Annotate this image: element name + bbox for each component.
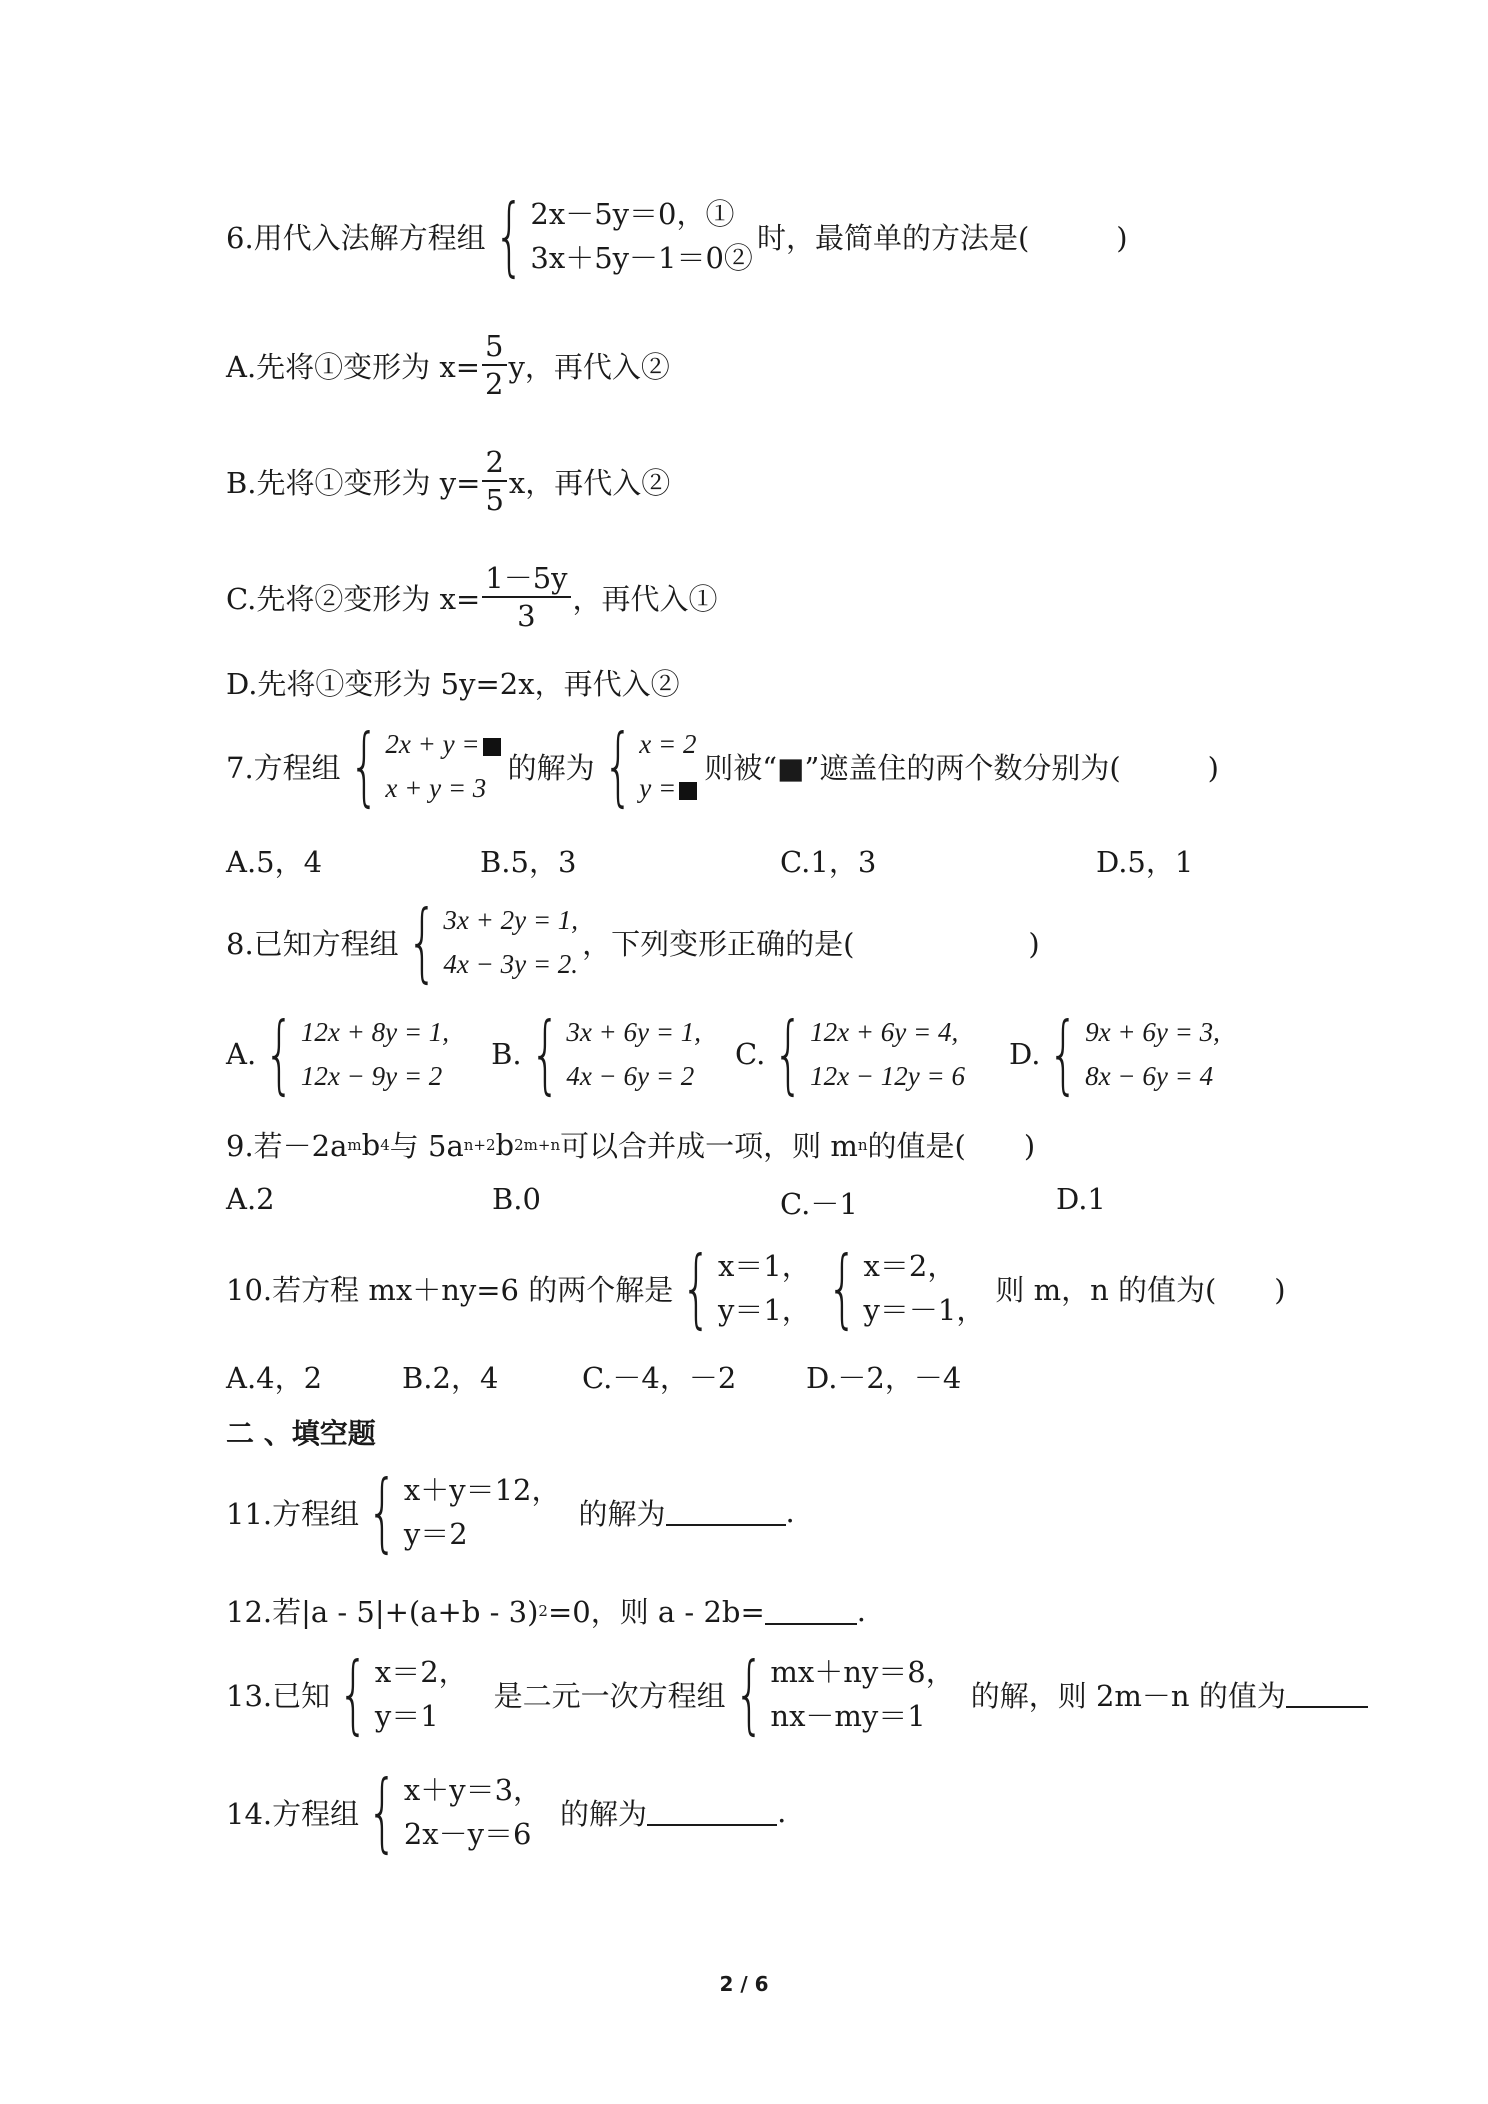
q6-suffix: 时，最简单的方法是( ) bbox=[756, 220, 1128, 255]
answer-blank[interactable] bbox=[765, 1597, 857, 1625]
question-8: 8.已知方程组 { 3x + 2y = 1, 4x − 3y = 2. ，下列变形正确的是( ) bbox=[226, 891, 1040, 992]
answer-blank[interactable] bbox=[666, 1498, 786, 1526]
q6-system: { 2x－5y＝0，① 3x＋5y－1＝0② bbox=[493, 185, 753, 286]
page-number: 2 / 6 bbox=[719, 1972, 769, 1996]
q6-eq1: 2x－5y＝0，① bbox=[530, 197, 735, 231]
q6-option-b: B.先将①变形为 y= $\frac{2}{5}$ x，再代入② bbox=[226, 445, 671, 517]
q6-option-c: C.先将②变形为 x= $\frac{1-5y}{3}$ ，再代入① bbox=[226, 561, 718, 633]
question-14: 14.方程组 { x＋y＝3， 2x－y＝6 的解为 . bbox=[226, 1761, 787, 1862]
question-13: 13.已知 { x＝2， y＝1 是二元一次方程组 { mx＋ny＝8， nx－my＝1 的解，则 2m－n 的值为 bbox=[226, 1650, 1368, 1738]
question-11: 11.方程组 { x＋y＝12， y＝2 的解为 . bbox=[226, 1461, 795, 1562]
section-title: 二 、填空题 bbox=[226, 1417, 376, 1450]
covered-box-icon bbox=[679, 782, 697, 800]
q8-options: A. { 12x + 8y = 1, 12x − 9y = 2 B. { 3x + 6y = 1, 4x − 6y = 2 C. { 12x + 6y = 4, 12x − 12y = 6 D. { 9x + 6y = 3, 8x − 6y = 4 bbox=[226, 1003, 1220, 1104]
fraction: $\frac{2}{5}$ bbox=[482, 444, 506, 518]
question-12: 12.若|a - 5|+(a+b - 3) 2 =0，则 a - 2b= . bbox=[226, 1593, 866, 1629]
q6-eq2: 3x＋5y－1＝0② bbox=[530, 241, 753, 275]
question-10: 10.若方程 mx＋ny=6 的两个解是 { x＝1， y＝1， { x＝2， y＝－1， 则 m，n 的值为( ) bbox=[226, 1237, 1286, 1338]
q6-prefix: 6.用代入法解方程组 bbox=[226, 220, 486, 255]
answer-blank[interactable] bbox=[647, 1798, 777, 1826]
question-6 bbox=[226, 185, 1128, 286]
question-9: 9.若－2a m b 4 与 5a n+2 b 2m+n 可以合并成一项，则 m n 的值是( ) bbox=[226, 1127, 1036, 1163]
q6-option-a: A.先将①变形为 x= $\frac{5}{2}$ y，再代入② bbox=[226, 329, 670, 401]
answer-blank[interactable] bbox=[1286, 1680, 1368, 1708]
q6-option-d: D.先将①变形为 5y=2x，再代入② bbox=[226, 667, 680, 701]
fraction: $\frac{5}{2}$ bbox=[482, 328, 506, 402]
covered-box-icon bbox=[483, 738, 501, 756]
fraction: $\frac{1-5y}{3}$ bbox=[482, 560, 570, 634]
question-7: 7.方程组 { 2x + y = x + y = 3 的解为 { x = 2 y = 则被“■”遮盖住的两个数分别为( ) bbox=[226, 715, 1219, 816]
